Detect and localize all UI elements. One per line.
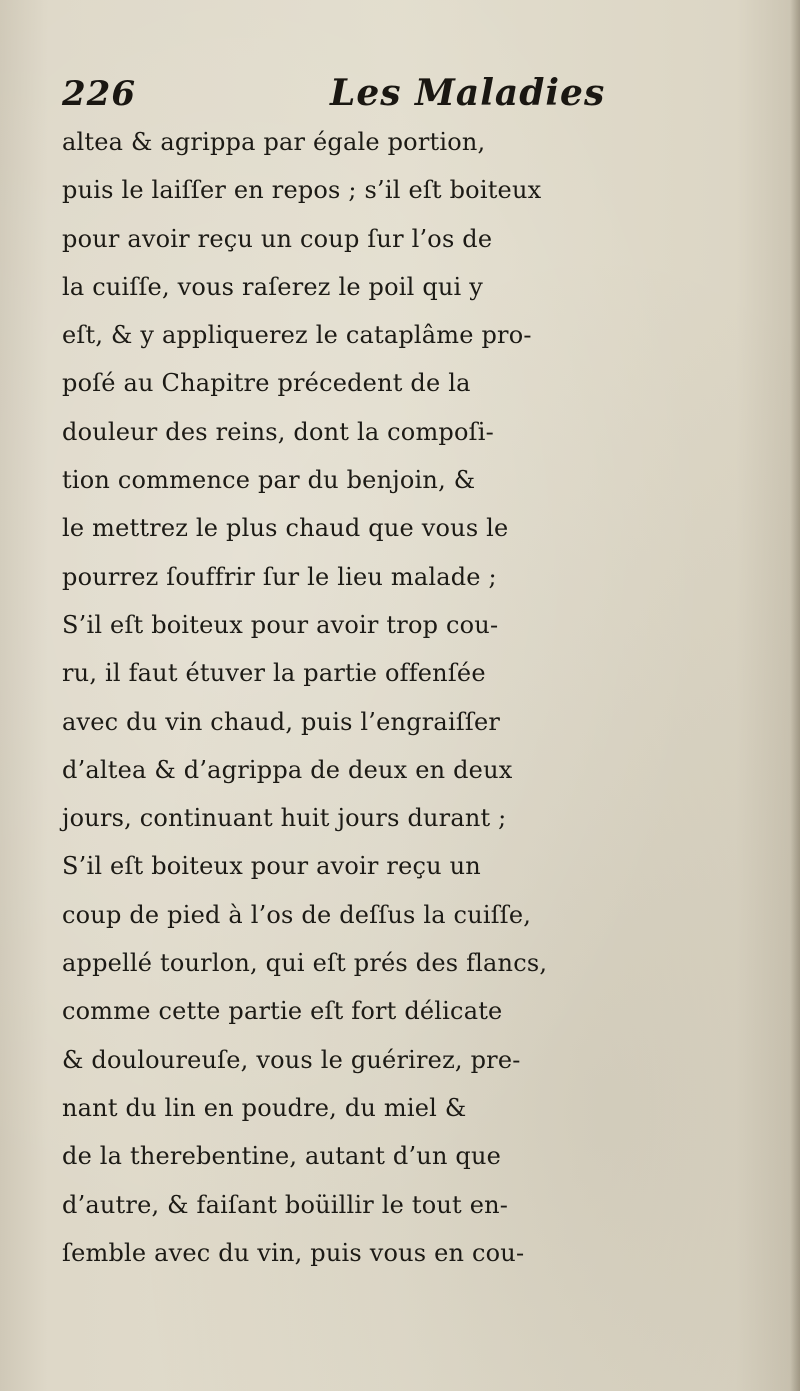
text-line: ru, il faut étuver la partie offenſée bbox=[62, 659, 486, 688]
text-line: la cuiſſe, vous raſerez le poil qui y bbox=[62, 272, 484, 301]
text-line: pour avoir reçu un coup ſur l’os de bbox=[62, 224, 493, 253]
text-line: d’altea & d’agrippa de deux en deux bbox=[62, 755, 513, 784]
body-text bbox=[62, 118, 797, 1277]
text-line: coup de pied à l’os de deſſus la cuiſſe, bbox=[62, 900, 532, 929]
page-header bbox=[62, 72, 762, 122]
text-line: altea & agrippa par égale portion, bbox=[62, 128, 486, 156]
text-line: S’il eſt boiteux pour avoir trop cou- bbox=[62, 610, 499, 639]
text-line: le mettrez le plus chaud que vous le bbox=[62, 514, 509, 543]
text-line: eſt, & y appliquerez le cataplâme pro- bbox=[62, 321, 532, 350]
text-line: de la therebentine, autant d’un que bbox=[62, 1142, 502, 1171]
text-line: avec du vin chaud, puis l’engraiſſer bbox=[62, 707, 501, 736]
text-line: comme cette partie eſt fort délicate bbox=[62, 997, 503, 1026]
text-line: d’autre, & faiſant boüillir le tout en- bbox=[62, 1190, 509, 1219]
text-line: puis le laiſſer en repos ; s’il eſt boiteux bbox=[62, 176, 542, 205]
text-line: S’il eſt boiteux pour avoir reçu un bbox=[62, 852, 481, 881]
page-number: 226 bbox=[62, 74, 136, 114]
text-line: douleur des reins, dont la compoſi- bbox=[62, 417, 494, 446]
text-line: appellé tourlon, qui eſt prés des flancs, bbox=[62, 949, 548, 978]
text-line: poſé au Chapitre précedent de la bbox=[62, 369, 471, 398]
text-line: & douloureuſe, vous le guérirez, pre- bbox=[62, 1045, 521, 1074]
text-line: ſemble avec du vin, puis vous en cou- bbox=[62, 1238, 525, 1267]
text-line: tion commence par du benjoin, & bbox=[62, 466, 476, 495]
text-line: nant du lin en poudre, du miel & bbox=[62, 1093, 467, 1122]
text-line: pourrez ſouffrir ſur le lieu malade ; bbox=[62, 562, 497, 591]
page-edge-shadow bbox=[790, 0, 800, 1391]
text-line: jours, continuant huit jours durant ; bbox=[62, 804, 507, 833]
running-title: Les Maladies bbox=[330, 72, 606, 114]
